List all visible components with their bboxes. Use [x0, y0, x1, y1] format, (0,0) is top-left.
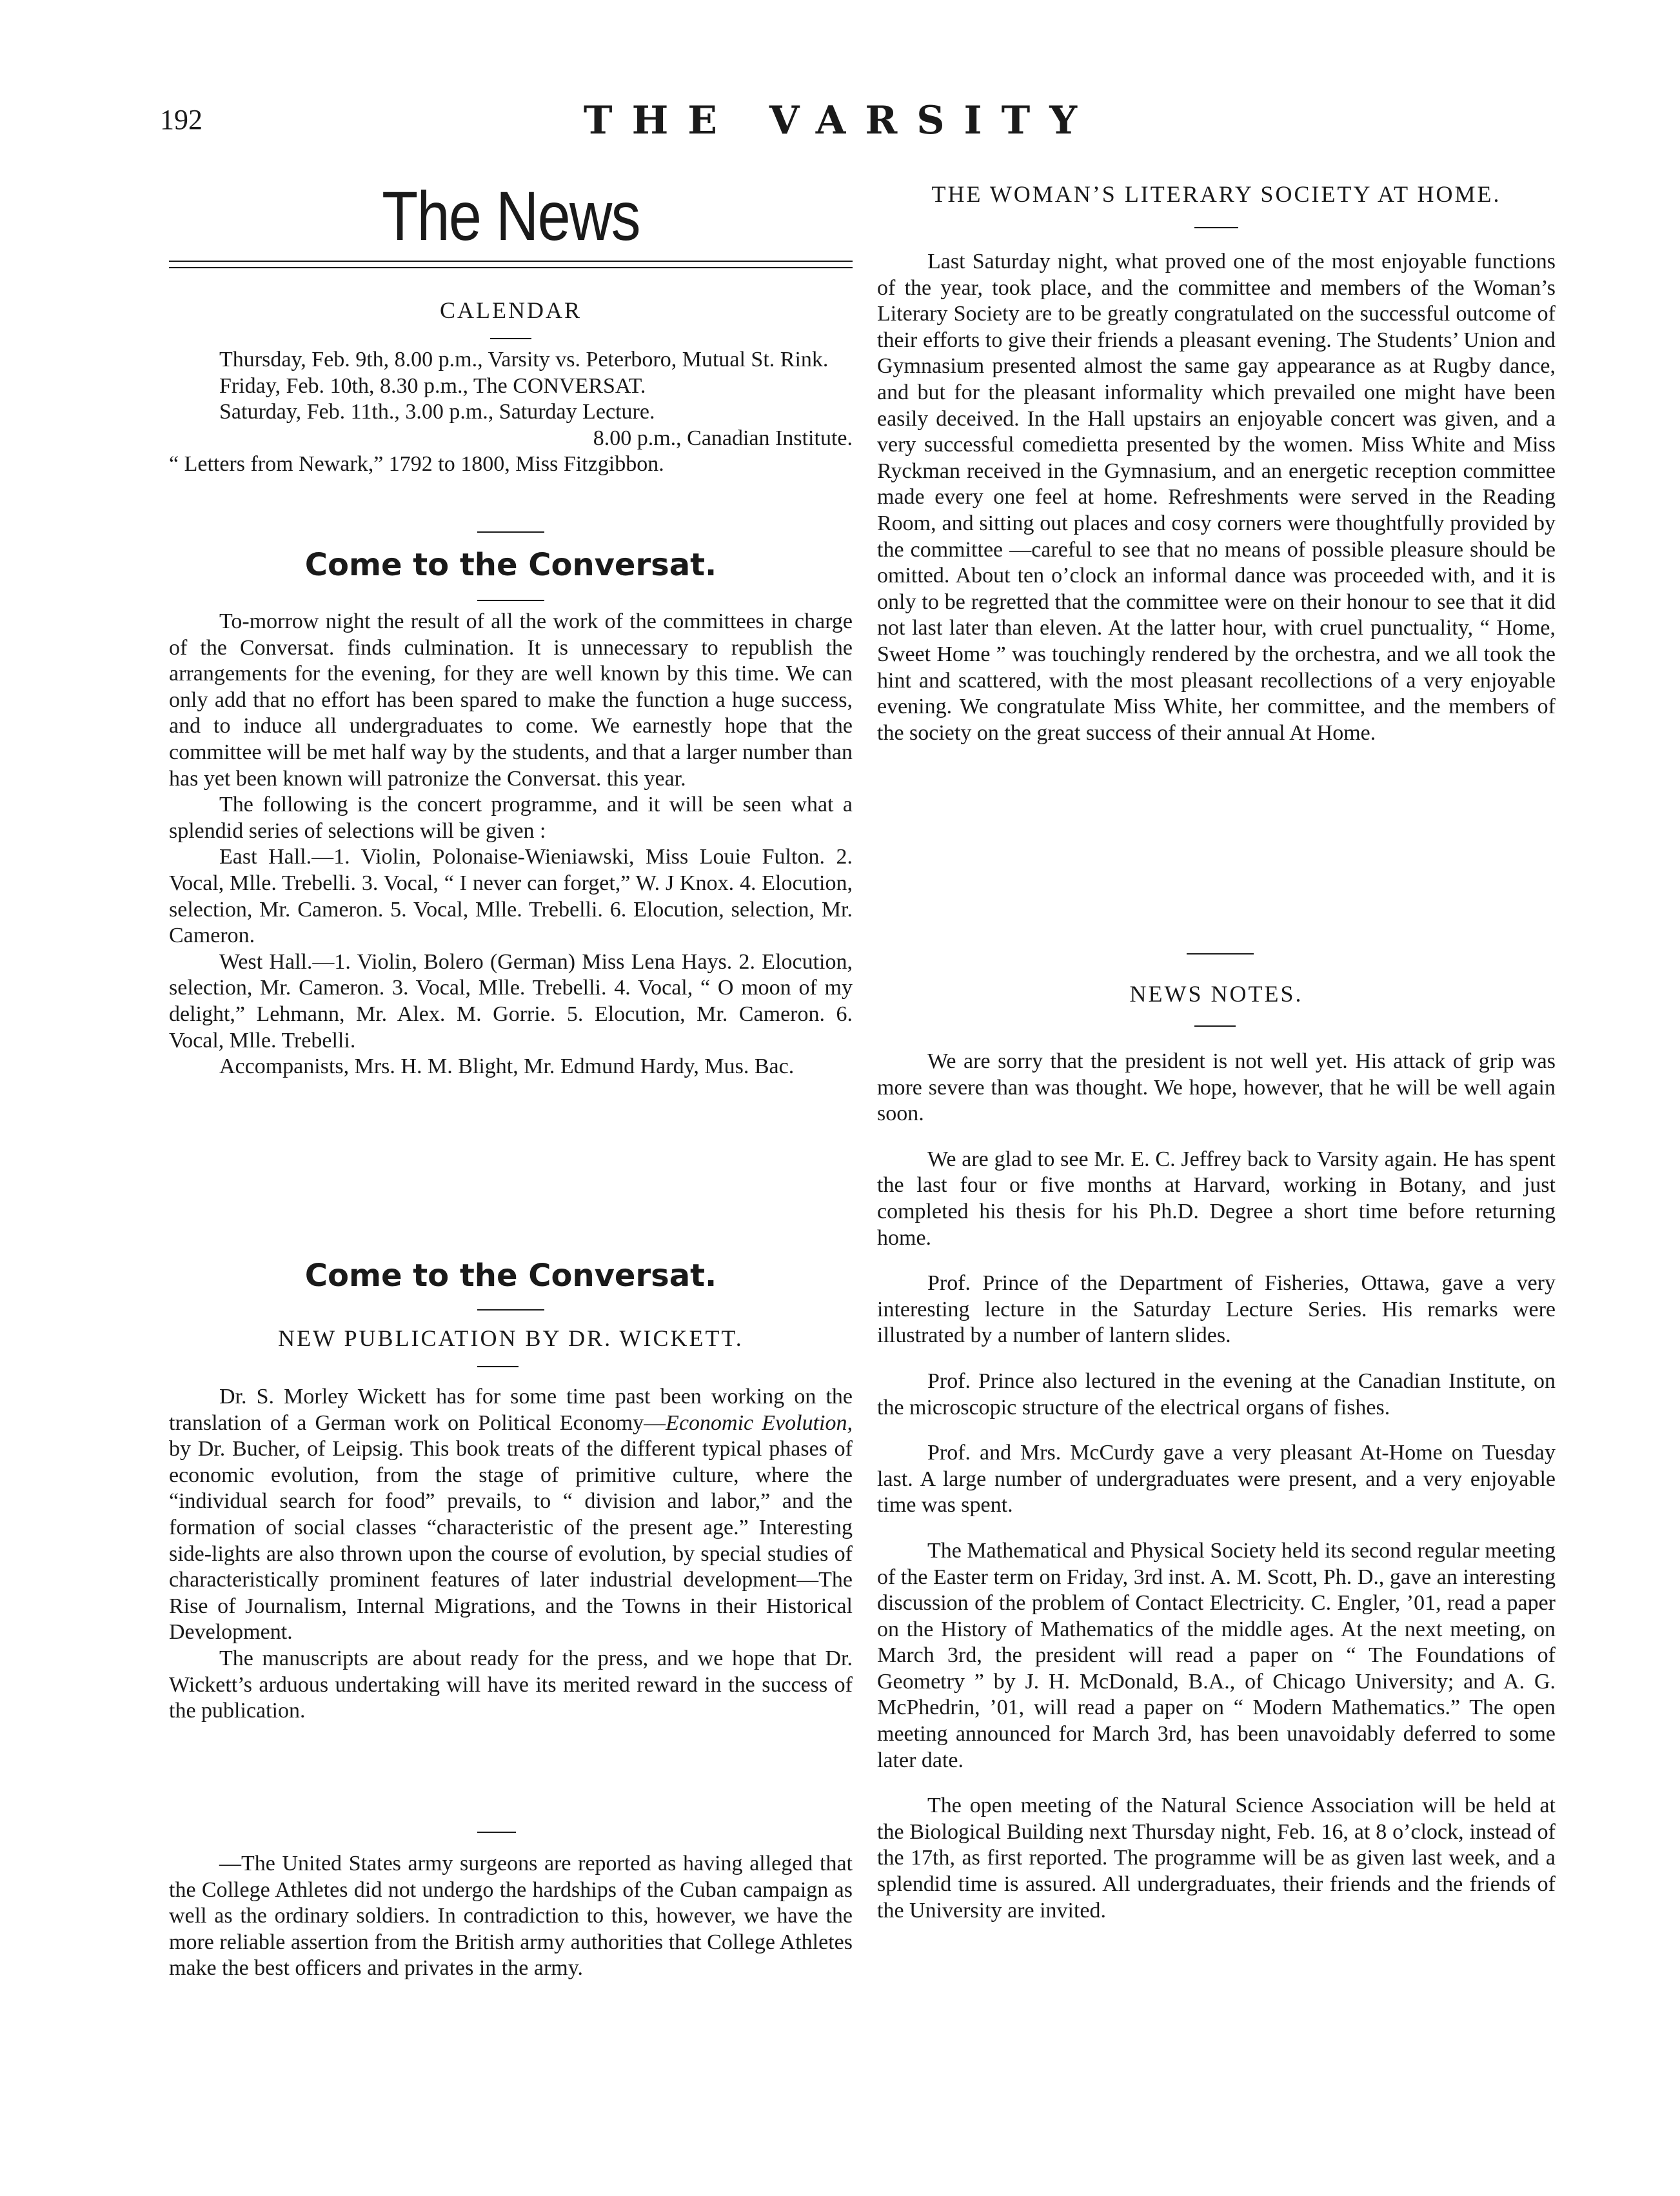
calendar-entry: Saturday, Feb. 11th., 3.00 p.m., Saturday Lecture. — [219, 400, 655, 424]
short-rule — [490, 338, 531, 339]
section-title: The News — [382, 177, 640, 255]
news-notes-heading: NEWS NOTES. — [1129, 981, 1303, 1007]
short-rule — [477, 1366, 519, 1367]
page-number: 192 — [160, 104, 203, 135]
article-paragraph: The manuscripts are about ready for the press, and we hope that Dr. Wickett’s arduous undertaking will have its merited reward in the success of the publication. — [169, 1646, 853, 1723]
programme-west-hall: West Hall.—1. Violin, Bolero (German) Miss Lena Hays. 2. Elocution, selection, Mr. Cameron. 3. Vocal, Mlle. Trebelli. 4. Vocal, “ O moon of my delight,” Lehmann, Mr. Alex. M. Gorrie. 5. Elocution, Mr. Cameron. 6. Vocal, Mlle. Trebelli. — [169, 949, 853, 1053]
news-note: The open meeting of the Natural Science Association will be held at the Biological Building next Thursday night, Feb. 16, at 8 o’clock, instead of the 17th, as first reported. The programme will be as given last week, and a splendid time is assured. All undergraduates, their friends and the friends of the University are invited. — [877, 1794, 1556, 1923]
short-rule — [477, 531, 544, 533]
womans-society-heading: THE WOMAN’S LITERARY SOCIETY AT HOME. — [931, 181, 1501, 207]
conversat-heading: Come to the Conversat. — [304, 1258, 717, 1294]
article-paragraph: —The United States army surgeons are reported as having alleged that the College Athletes did not undergo the hardships of the Cuban campaign as well as the ordinary soldiers. In contradiction to this, however, we have the more reliable assertion from the British army authorities that College Athletes make the best officers and privates in the army. — [169, 1852, 853, 1981]
news-note: Prof. Prince also lectured in the evening at the Canadian Institute, on the microscopic structure of the electrical organs of fishes. — [877, 1369, 1556, 1419]
conversat-article — [169, 609, 853, 1080]
calendar-heading: CALENDAR — [440, 297, 582, 323]
short-rule — [477, 600, 544, 601]
short-rule — [477, 1309, 544, 1311]
calendar-entry: 8.00 p.m., Canadian Institute. — [593, 426, 853, 450]
news-note: We are glad to see Mr. E. C. Jeffrey back to Varsity again. He has spent the last four or five months at Harvard, working in Botany, and just completed his thesis for his Ph.D. Degree a short time before returning home. — [877, 1147, 1556, 1250]
double-rule-divider — [169, 261, 853, 268]
short-rule — [1187, 953, 1254, 955]
news-note: Prof. Prince of the Department of Fisheries, Ottawa, gave a very interesting lecture in the Saturday Lecture Series. His remarks were illustrated by a number of lantern slides. — [877, 1271, 1556, 1348]
short-rule — [1194, 1025, 1236, 1027]
calendar-entry: Friday, Feb. 10th, 8.30 p.m., The CONVERSAT. — [219, 373, 646, 398]
army-article — [169, 1851, 853, 1982]
publication-article — [169, 1384, 853, 1725]
news-note: The Mathematical and Physical Society held its second regular meeting of the Easter term on Friday, 3rd inst. A. M. Scott, Ph. D., gave an interesting discussion of the problem of Contact Electricity. C. Engler, ’01, read a paper on the History of Mathematics of the middle ages. At the next meeting, on March 3rd, the president will read a paper on “ The Foundations of Geometry ” by J. H. McDonald, B.A., of Chicago University; and A. G. McPhedrin, ’01, will read a paper on “ Modern Mathematics.” The open meeting announced for March 3rd, has been unavoidably deferred to some later date. — [877, 1538, 1556, 1772]
article-paragraph: To-morrow night the result of all the work of the committees in charge of the Conversat. finds culmination. It is unnecessary to republish the arrangements for the evening, for they are well known by this time. We can only add that no effort has been spared to make the function a huge success, and to induce all undergraduates to come. We earnestly hope that the committee will be met half way by the students, and that a larger number than has yet been known will patronize the Conversat. this year. — [169, 609, 853, 791]
article-paragraph: Last Saturday night, what proved one of the most enjoyable functions of the year, took place, and the committee and members of the Woman’s Literary Society are to be greatly congratulated on the successful outcome of their efforts to give their friends a pleasant evening. The Students’ Union and Gymnasium presented almost the same gay appearance as at Rugby dance, and but for the pleasant informality which prevailed one might have been easily deceived. In the Hall upstairs an enjoyable concert was given, and a very successful comedietta presented by the women. Miss White and Miss Ryckman received in the Gymnasium, and an energetic reception committee made every one feel at home. Refreshments were served in the Reading Room, and sitting out places and cosy corners were thoughtfully provided by the committee —careful to see that no means of possible pleasure should be omitted. About ten o’clock an informal dance was proceeded with, and it is only to be regretted that the committee were on their honour to see that it did not last later than eleven. At the latter hour, with cruel punctuality, “ Home, Sweet Home ” was touchingly rendered by the orchestra, and we all took the hint and scattered, with the most pleasant recollections of a very enjoyable evening. We congratulate Miss White, her committee, and the members of the society on the great success of their annual At Home. — [877, 250, 1556, 745]
article-paragraph — [169, 1384, 853, 1646]
short-rule — [1194, 227, 1238, 228]
calendar-entry: “ Letters from Newark,” 1792 to 1800, Miss Fitzgibbon. — [169, 452, 664, 477]
book-title: Economic Evolution, — [666, 1410, 853, 1435]
article-paragraph: The following is the concert programme, and it will be seen what a splendid series of selections will be given : — [169, 793, 853, 843]
news-note: We are sorry that the president is not well yet. His attack of grip was more severe than was thought. We hope, however, that he will be well again soon. — [877, 1049, 1556, 1126]
masthead: THE VARSITY — [583, 98, 1097, 143]
womans-society-article — [877, 249, 1556, 746]
article-text: by Dr. Bucher, of Leipsig. This book treats of the different typical phases of economic evolution, from the stage of primitive culture, where the “individual search for food” prevails, to “ division and labor,” and the formation of social classes “characteristic of the present age.” Interesting side-lights are also thrown upon the course of evolution, by special studies of characteristically prominent features of later industrial development—The Rise of Journalism, Internal Migrations, and the Towns in their Historical Development. — [169, 1437, 853, 1645]
conversat-heading: Come to the Conversat. — [304, 547, 717, 583]
publication-heading: NEW PUBLICATION BY DR. WICKETT. — [278, 1325, 744, 1351]
calendar-entry: Thursday, Feb. 9th, 8.00 p.m., Varsity vs. Peterboro, Mutual St. Rink. — [219, 348, 829, 371]
article-text: Dr. S. Morley Wickett has for some time past been working on the translation of a German work on Political Economy— — [169, 1385, 853, 1435]
programme-east-hall: East Hall.—1. Violin, Polonaise-Wieniawski, Miss Louie Fulton. 2. Vocal, Mlle. Trebelli. 3. Vocal, “ I never can forget,” W. J Knox. 4. Elocution, selection, Mr. Cameron. 5. Vocal, Mlle. Trebelli. 6. Elocution, selection, Mr. Cameron. — [169, 845, 853, 948]
calendar-list — [169, 347, 853, 478]
programme-accompanists: Accompanists, Mrs. H. M. Blight, Mr. Edmund Hardy, Mus. Bac. — [219, 1054, 795, 1079]
news-note: Prof. and Mrs. McCurdy gave a very pleasant At-Home on Tuesday last. A large number of undergraduates were present, and a very enjoyable time was spent. — [877, 1441, 1556, 1518]
short-rule — [477, 1832, 516, 1833]
news-notes-list — [877, 1049, 1556, 1943]
